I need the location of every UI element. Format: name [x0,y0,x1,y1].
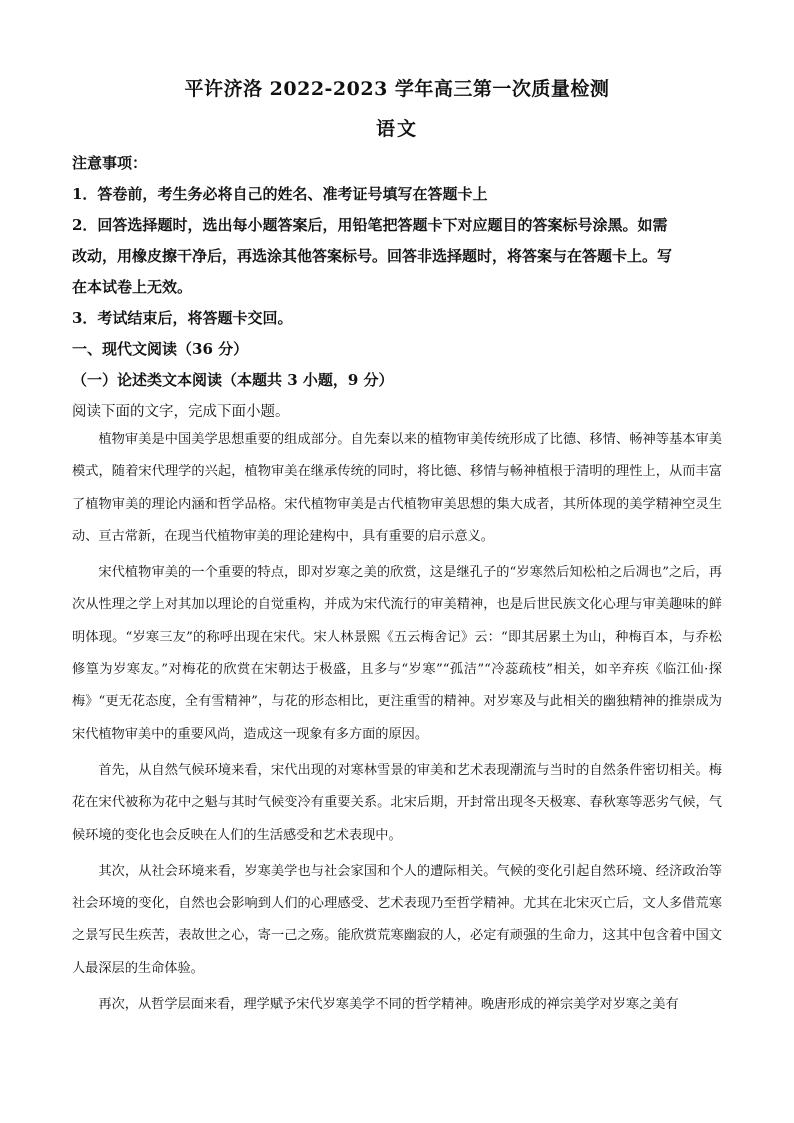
subject-title: 语文 [375,118,418,140]
exam-title: 平许济洛 2022-2023 学年高三第一次质量检测 [184,78,610,100]
passage-paragraph: 植物审美是中国美学思想重要的组成部分。自先秦以来的植物审美传统形成了比德、移情、畅神等基本审美模式，随着宋代理学的兴起，植物审美在继承传统的同时，将比德、移情与畅神植根于清明的理性上，从而丰富了植物审美的理论内涵和哲学品格。宋代植物审美是古代植物审美思想的集大成者，其所体现的美学精神空灵生动、亘古常新，在现当代植物审美的理论建构中，具有重要的启示意义。 [72,432,722,544]
subsection-heading: （一）论述类文本阅读（本题共 3 小题，9 分） [72,371,394,389]
passage-paragraph: 再次，从哲学层面来看，理学赋予宋代岁寒美学不同的哲学精神。晚唐形成的禅宗美学对岁寒之美有 [98,997,679,1013]
notes-heading: 注意事项： [72,154,148,172]
passage-paragraph: 首先，从自然气候环境来看，宋代出现的对寒林雪景的审美和艺术表现潮流与当时的自然条件密切相关。梅花在宋代被称为花中之魁与其时气候变冷有重要关系。北宋后期，开封常出现冬天极寒、春秋寒等恶劣气候，气候环境的变化也会反映在人们的生活感受和艺术表现中。 [72,762,722,843]
passage-paragraph: 宋代植物审美的一个重要的特点，即对岁寒之美的欣赏，这是继孔子的“岁寒然后知松柏之后凋也”之后，再次从性理之学上对其加以理论的自觉重构，并成为宋代流行的审美精神，也是后世民族文化心理与审美趣味的鲜明体现。“岁寒三友”的称呼出现在宋代。宋人林景熙《五云梅舍记》云：“即其居累土为山，种梅百本，与乔松修篁为岁寒友。”对梅花的欣赏在宋朝达于极盛，且多与“岁寒”“孤洁”“冷蕊疏枝”相关，如辛弃疾《临江仙·探梅》“更无花态度，全有雪精神”，与花的形态相比，更注重雪的精神。对岁寒及与此相关的幽独精神的推崇成为宋代植物审美中的重要风尚，造成这一现象有多方面的原因。 [72,565,722,742]
passage [72,424,722,1021]
section-heading: 一、现代文阅读（36 分） [72,340,249,358]
passage-paragraph: 其次，从社会环境来看，岁寒美学也与社会家国和个人的遭际相关。气候的变化引起自然环境、经济政治等社会环境的变化，自然也会影响到人们的心理感受、艺术表现乃至哲学精神。尤其在北宋灭亡后，文人多借荒寒之景写民生疾苦，表故世之心，寄一己之殇。能欣赏荒寒幽寂的人，必定有顽强的生命力，这其中包含着中国文人最深层的生命体验。 [72,863,722,976]
note-item: 3．考试结束后，将答题卡交回。 [72,309,293,327]
reading-instruction: 阅读下面的文字，完成下面小题。 [72,404,290,420]
note-item: 在本试卷上无效。 [72,278,193,296]
note-item: 2．回答选择题时，选出每小题答案后，用铅笔把答题卡下对应题目的答案标号涂黑。如需 [72,216,668,234]
note-item: 改动，用橡皮擦干净后，再选涂其他答案标号。回答非选择题时，将答案与在答题卡上。写 [72,247,673,265]
note-item: 1．答卷前，考生务必将自己的姓名、准考证号填写在答题卡上 [72,185,488,203]
